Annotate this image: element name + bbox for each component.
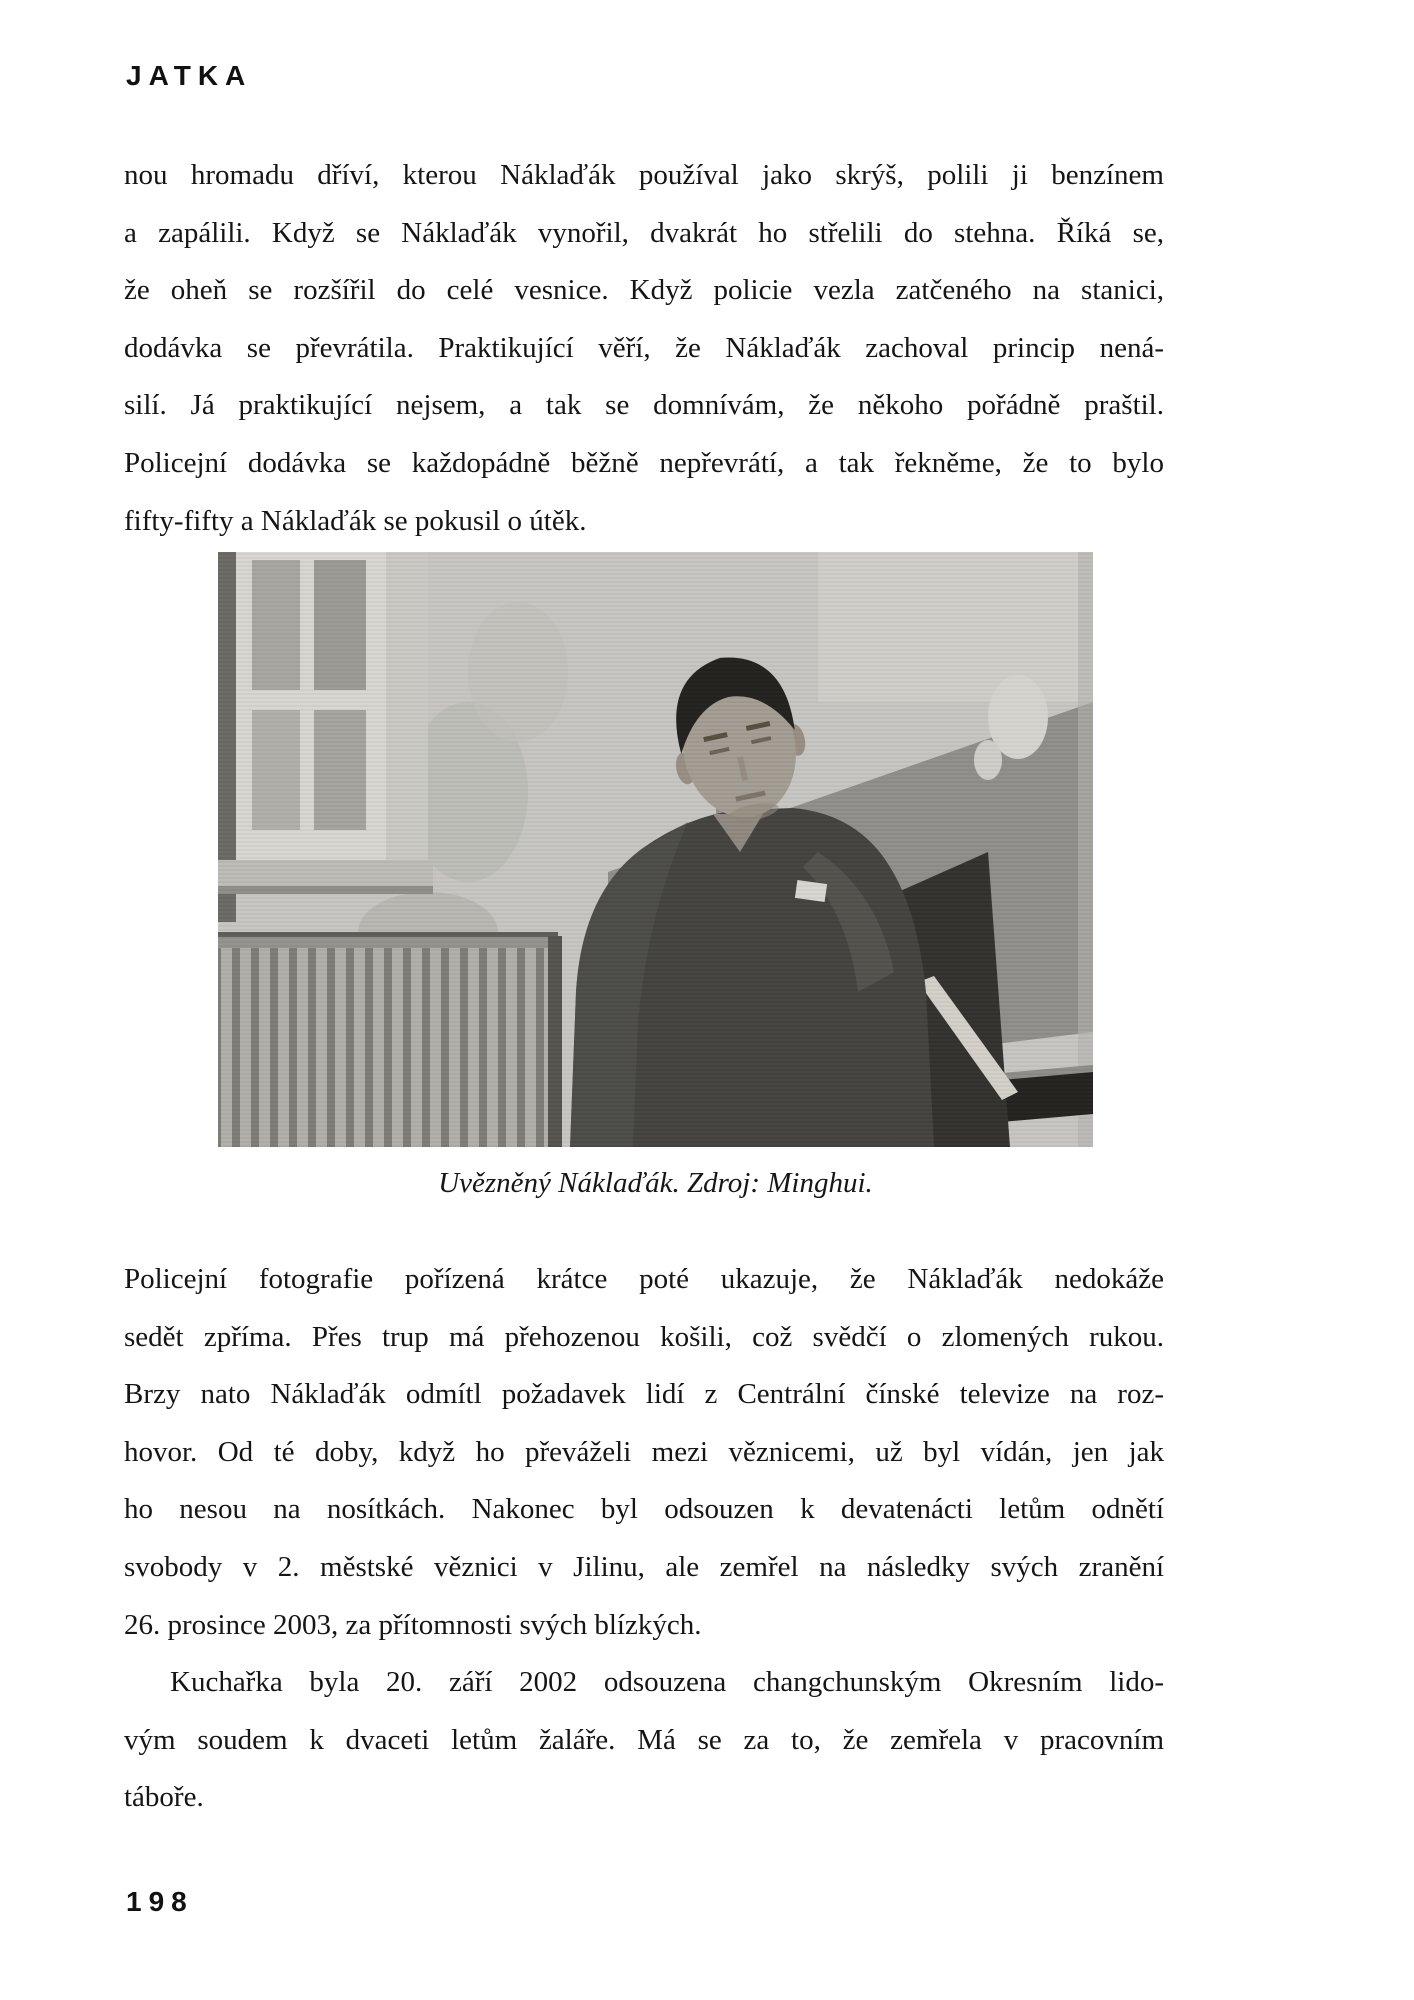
text-line: 26. prosince 2003, za přítomnosti svých blízkých. [124,1608,702,1641]
text-line: sedět zpříma. Přes trup má přehozenou košili, což svědčí o zlomených rukou. [124,1320,1164,1353]
text-line: nou hromadu dříví, kterou Náklaďák používal jako skrýš, polili ji benzínem [124,159,1164,191]
text-line: vým soudem k dvaceti letům žaláře. Má se za to, že zemřela v pracovním [124,1723,1164,1756]
window-sill [218,860,433,886]
text-line: hovor. Od té doby, když ho převáželi mezi věznicemi, už byl vídán, jen jak [124,1435,1164,1468]
body-text-column-bottom [124,1251,1164,1827]
text-line: fifty-fifty a Náklaďák se pokusil o útěk. [124,504,587,537]
text-line: silí. Já praktikující nejsem, a tak se domnívám, že někoho pořádně praštil. [124,389,1164,422]
text-line: Brzy nato Náklaďák odmítl požadavek lidí z Centrální čínské televize na roz- [124,1378,1164,1411]
running-header: JATKA [126,60,253,91]
text-line: Policejní dodávka se každopádně běžně nepřevrátí, a tak řekněme, že to bylo [124,446,1164,479]
text-line: táboře. [124,1781,204,1814]
photo-figure [218,552,1093,1200]
photo-illustration [218,552,1093,1147]
text-line: a zapálili. Když se Náklaďák vynořil, dvakrát ho střelili do stehna. Říká se, [124,216,1164,249]
page-number: 198 [126,1886,194,1917]
radiator [218,932,562,1147]
photo-caption: Uvězněný Náklaďák. Zdroj: Minghui. [438,1167,873,1199]
prisoner-photo [218,552,1093,1147]
paragraph [124,1251,1164,1654]
text-line: dodávka se převrátila. Praktikující věří, že Náklaďák zachoval princip nená- [124,331,1164,364]
body-text-column-top [124,147,1164,550]
window [218,552,433,922]
paragraph [124,1654,1164,1827]
text-line: Policejní fotografie pořízená krátce poté ukazuje, že Náklaďák nedokáže [124,1263,1164,1295]
text-line: že oheň se rozšířil do celé vesnice. Když policie vezla zatčeného na stanici, [124,274,1164,307]
text-line: ho nesou na nosítkách. Nakonec byl odsouzen k devatenácti letům odnětí [124,1493,1164,1526]
text-line: Kuchařka byla 20. září 2002 odsouzena changchunským Okresním lido- [170,1666,1164,1699]
paragraph [124,147,1164,550]
text-line: svobody v 2. městské věznici v Jilinu, ale zemřel na následky svých zranění [124,1550,1164,1583]
